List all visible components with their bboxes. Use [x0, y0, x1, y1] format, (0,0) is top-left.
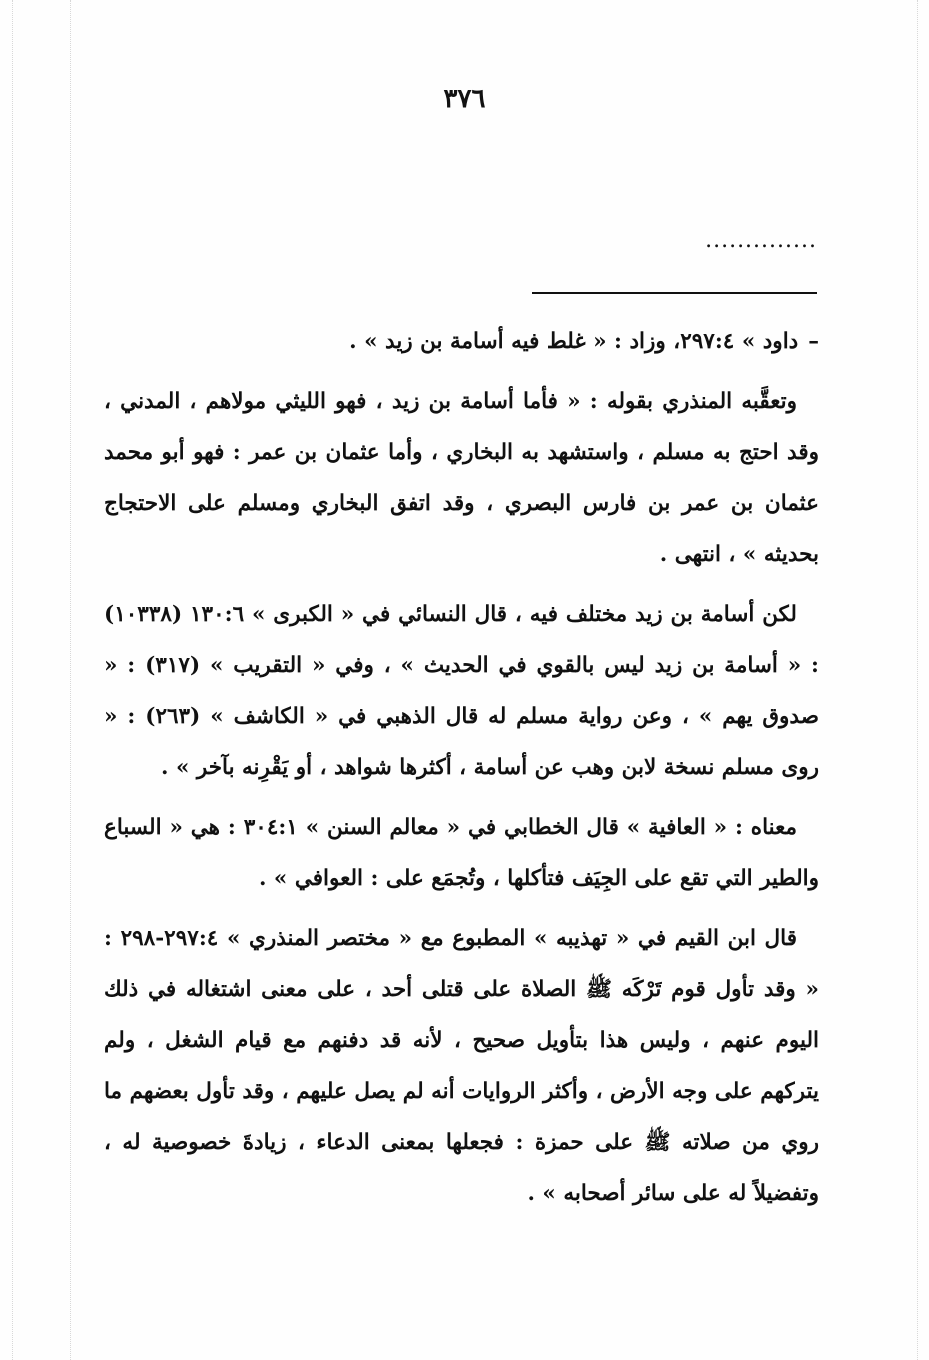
scan-guide-line — [70, 0, 72, 1360]
page-number: ٣٧٦ — [443, 84, 486, 114]
paragraph-text: معناه : « العافية » قال الخطابي في « معالم السنن » ٣٠٤:١ : هي « السباع والطير التي تقع على الجِيَف فتأكلها ، وتُجمَع على : العوافي » . — [104, 815, 819, 891]
footnote-paragraph — [104, 589, 819, 793]
footnote-ellipsis: .............. — [705, 228, 817, 253]
paragraph-text: وتعقَّبه المنذري بقوله : « فأما أسامة بن زيد ، فهو الليثي مولاهم ، المدني ، وقد احتج به مسلم ، واستشهد به البخاري ، وأما عثمان بن عمر : فهو أبو محمد عثمان بن عمر بن فارس البصري ، وقد اتفق البخاري ومسلم على الاحتجاج بحديثه » ، انتهى . — [104, 389, 819, 567]
scan-guide-line — [12, 0, 14, 1360]
footnote-paragraph — [104, 802, 819, 904]
paragraph-text: قال ابن القيم في « تهذيبه » المطبوع مع « مختصر المنذري » ٢٩٧:٤-٢٩٨ : « وقد تأول قوم تَرْكَه ﷺ الصلاة على قتلى أحد ، على معنى اشتغاله في ذلك اليوم عنهم ، وليس هذا بتأويل صحيح ، لأنه قد دفنهم مع قيام الشغل ، ولم يتركهم على وجه الأرض ، وأكثر الروايات أنه لم يصل عليهم ، وقد تأول بعضهم ما روي من صلاته ﷺ على حمزة : فجعلها بمعنى الدعاء ، زيادةَ خصوصية له ، وتفضيلاً له على سائر أصحابه » . — [104, 926, 819, 1206]
paragraph-text: داود » ٢٩٧:٤، وزاد : « غلط فيه أسامة بن زيد » . — [349, 329, 799, 354]
footnote-separator-rule — [532, 292, 817, 294]
continuation-dash: – — [808, 329, 819, 354]
footnote-paragraph — [104, 316, 819, 367]
paragraph-text: لكن أسامة بن زيد مختلف فيه ، قال النسائي في « الكبرى » ١٣٠:٦ (١٠٣٣٨) : « أسامة بن زيد ليس بالقوي في الحديث » ، وفي « التقريب » (٣١٧) : « صدوق يهم » ، وعن رواية مسلم له قال الذهبي في « الكاشف » (٢٦٣) : « روى مسلم نسخة لابن وهب عن أسامة ، أكثرها شواهد ، أو يَقْرِنه بآخر » . — [104, 602, 819, 780]
footnote-text — [104, 316, 819, 1228]
scan-guide-line — [917, 0, 919, 1360]
footnote-paragraph — [104, 913, 819, 1219]
footnote-paragraph — [104, 376, 819, 580]
